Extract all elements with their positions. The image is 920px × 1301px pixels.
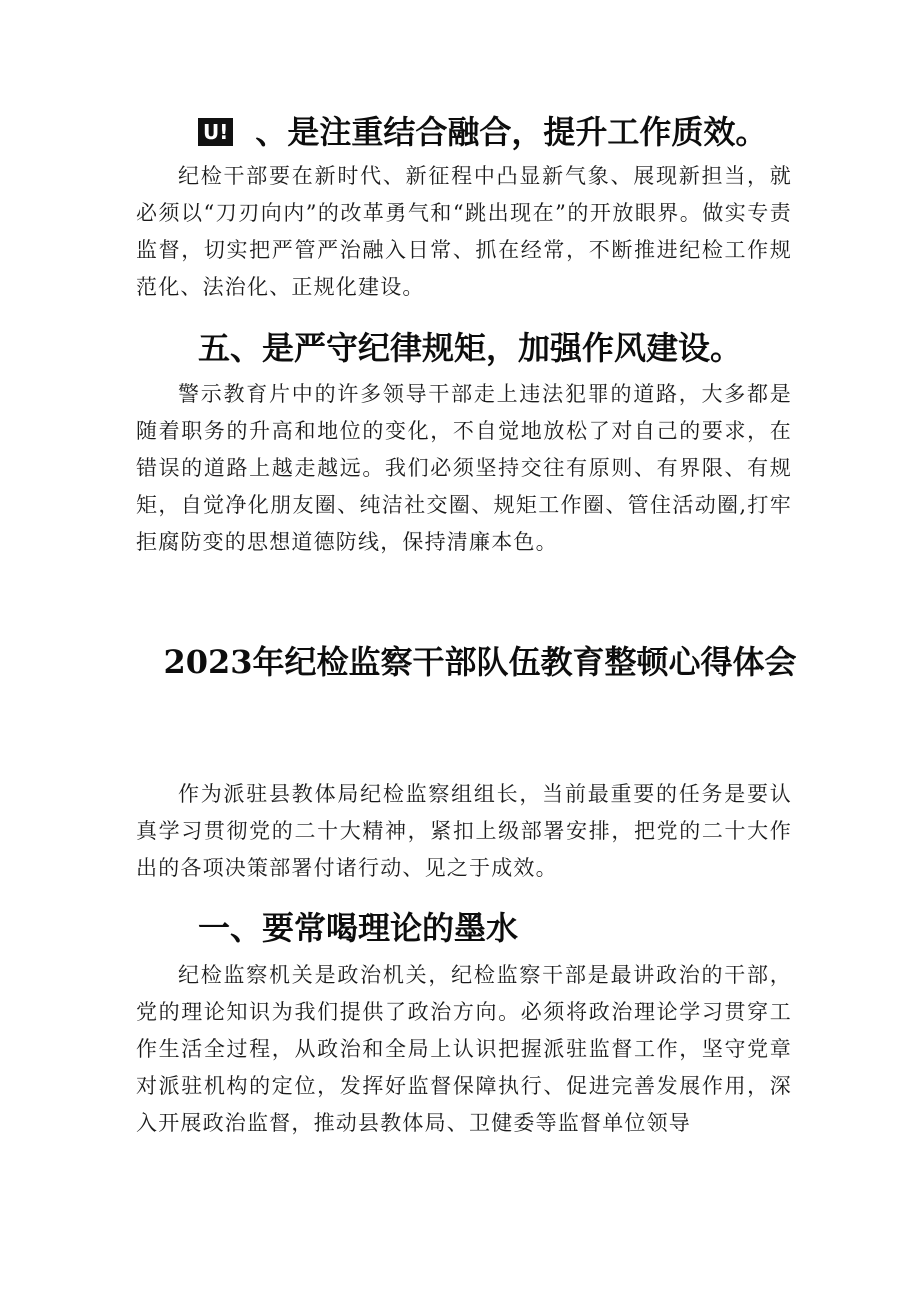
section-one-body: [136, 957, 792, 1142]
section-number-badge: U!: [198, 118, 233, 146]
paragraph: 作为派驻县教体局纪检监察组组长，当前最重要的任务是要认真学习贯彻党的二十大精神，紧扣上级部署安排，把党的二十大作出的各项决策部署付诸行动、见之于成效。: [136, 782, 792, 880]
section-four-heading: [198, 112, 767, 152]
article-title: 2023年纪检监察干部队伍教育整顿心得体会: [163, 643, 797, 681]
section-four-heading-text: 、是注重结合融合，提升工作质效。: [255, 113, 768, 151]
section-five-body: [136, 376, 792, 561]
section-one-heading: 一、要常喝理论的墨水: [198, 909, 519, 947]
paragraph: 纪检监察机关是政治机关，纪检监察干部是最讲政治的干部，党的理论知识为我们提供了政治方向。必须将政治理论学习贯穿工作生活全过程，从政治和全局上认识把握派驻监督工作，坚守党章对派驻机构的定位，发挥好监督保障执行、促进完善发展作用，深入开展政治监督，推动县教体局、卫健委等监督单位领导: [136, 963, 792, 1135]
section-five-heading: 五、是严守纪律规矩，加强作风建设。: [198, 329, 743, 367]
paragraph: 警示教育片中的许多领导干部走上违法犯罪的道路，大多都是随着职务的升高和地位的变化，不自觉地放松了对自己的要求，在错误的道路上越走越远。我们必须坚持交往有原则、有界限、有规矩，自觉净化朋友圈、纯洁社交圈、规矩工作圈、管住活动圈,打牢拒腐防变的思想道德防线，保持清廉本色。: [136, 382, 792, 554]
section-four-body: [136, 158, 792, 306]
article-intro: [136, 776, 792, 887]
paragraph: 纪检干部要在新时代、新征程中凸显新气象、展现新担当，就必须以“刀刃向内”的改革勇气和“跳出现在”的开放眼界。做实专责监督，切实把严管严治融入日常、抓在经常，不断推进纪检工作规范化、法治化、正规化建设。: [136, 164, 792, 299]
